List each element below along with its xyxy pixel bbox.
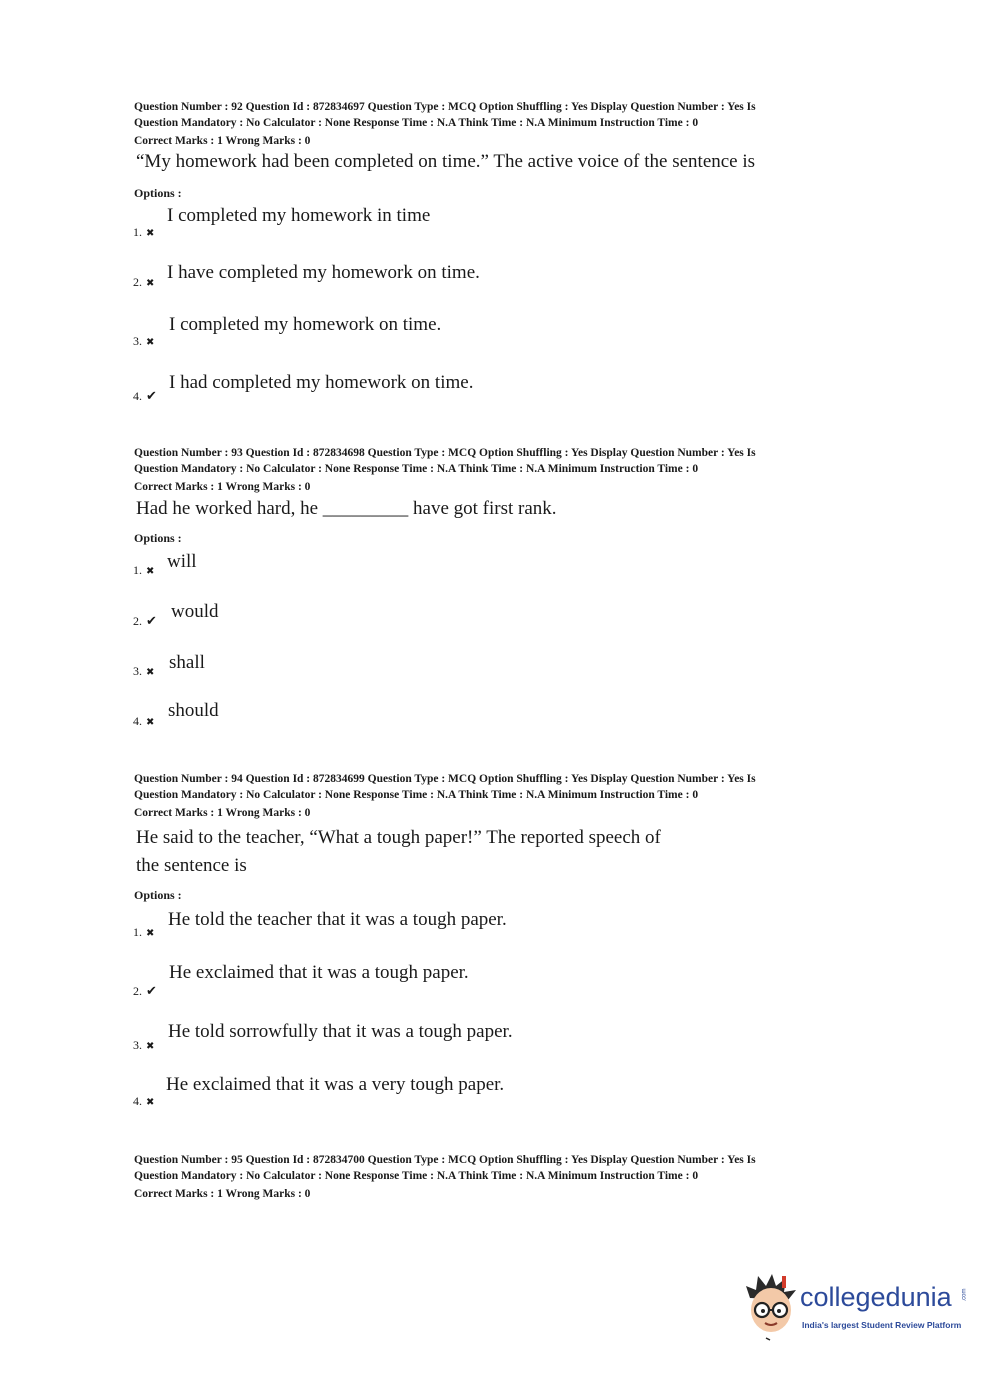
option-text: He exclaimed that it was a very tough paper. xyxy=(166,1074,505,1095)
options-label: Options : xyxy=(134,888,182,902)
option-number: 2. ✖ xyxy=(133,275,155,289)
option-text: He exclaimed that it was a tough paper. xyxy=(169,962,469,983)
cross-icon: ✖ xyxy=(146,337,155,348)
option-text: shall xyxy=(169,652,205,673)
options-label: Options : xyxy=(134,186,182,200)
question-94-meta xyxy=(134,771,874,821)
option-number: 4. ✔ xyxy=(133,388,157,403)
meta-line: Question Number : 92 Question Id : 872834697 Question Type : MCQ Option Shuffling : Yes Display Question Number : Yes Is xyxy=(134,101,756,113)
cross-icon: ✖ xyxy=(146,566,155,577)
option-text: should xyxy=(168,700,219,721)
cross-icon: ✖ xyxy=(146,667,155,678)
option-number: 1. ✖ xyxy=(133,225,155,239)
option-text: He told sorrowfully that it was a tough paper. xyxy=(168,1021,513,1042)
cross-icon: ✖ xyxy=(146,278,155,289)
option-number: 1. ✖ xyxy=(133,925,155,939)
option-text: I completed my homework on time. xyxy=(169,314,442,335)
option-number: 3. ✖ xyxy=(133,664,155,678)
cross-icon: ✖ xyxy=(146,928,155,939)
question-text-line: He said to the teacher, “What a tough paper!” The reported speech of xyxy=(136,827,661,848)
option-number: 3. ✖ xyxy=(133,334,155,348)
question-92-meta xyxy=(134,99,874,149)
options-label: Options : xyxy=(134,531,182,545)
cross-icon: ✖ xyxy=(146,1097,155,1108)
option-number: 4. ✖ xyxy=(133,1094,155,1108)
cross-icon: ✖ xyxy=(146,717,155,728)
meta-line: Question Mandatory : No Calculator : None Response Time : N.A Think Time : N.A Minimum Instruction Time : 0 xyxy=(134,789,699,801)
option-number: 2. ✔ xyxy=(133,983,157,998)
option-text: would xyxy=(171,601,219,622)
option-number: 4. ✖ xyxy=(133,714,155,728)
meta-line: Correct Marks : 1 Wrong Marks : 0 xyxy=(134,481,311,493)
question-text-line: the sentence is xyxy=(136,855,247,876)
option-text: will xyxy=(167,551,197,572)
cross-icon: ✖ xyxy=(146,228,155,239)
question-92-text: “My homework had been completed on time.” The active voice of the sentence is xyxy=(136,151,756,172)
meta-line: Correct Marks : 1 Wrong Marks : 0 xyxy=(134,807,311,819)
collegedunia-logo[interactable] xyxy=(742,1272,972,1344)
check-icon: ✔ xyxy=(146,388,157,403)
meta-line: Question Number : 93 Question Id : 872834698 Question Type : MCQ Option Shuffling : Yes Display Question Number : Yes Is xyxy=(134,447,756,459)
check-icon: ✔ xyxy=(146,983,157,998)
logo-tagline: India's largest Student Review Platform xyxy=(802,1320,962,1330)
option-number: 2. ✔ xyxy=(133,613,157,628)
logo-com: .com xyxy=(961,1288,968,1302)
meta-line: Correct Marks : 1 Wrong Marks : 0 xyxy=(134,135,311,147)
meta-line: Correct Marks : 1 Wrong Marks : 0 xyxy=(134,1188,311,1200)
meta-line: Question Mandatory : No Calculator : None Response Time : N.A Think Time : N.A Minimum Instruction Time : 0 xyxy=(134,463,699,475)
logo-name: collegedunia xyxy=(800,1282,952,1312)
option-text: He told the teacher that it was a tough paper. xyxy=(168,909,507,930)
question-95-meta xyxy=(134,1152,874,1202)
meta-line: Question Number : 94 Question Id : 872834699 Question Type : MCQ Option Shuffling : Yes Display Question Number : Yes Is xyxy=(134,773,756,785)
option-number: 3. ✖ xyxy=(133,1038,155,1052)
question-93-text: Had he worked hard, he _________ have got first rank. xyxy=(136,498,557,519)
option-text: I have completed my homework on time. xyxy=(167,262,480,283)
meta-line: Question Mandatory : No Calculator : None Response Time : N.A Think Time : N.A Minimum Instruction Time : 0 xyxy=(134,117,699,129)
meta-line: Question Number : 95 Question Id : 872834700 Question Type : MCQ Option Shuffling : Yes Display Question Number : Yes Is xyxy=(134,1154,756,1166)
option-text: I had completed my homework on time. xyxy=(169,372,474,393)
question-93-meta xyxy=(134,445,874,495)
cross-icon: ✖ xyxy=(146,1041,155,1052)
mascot-icon xyxy=(742,1272,800,1342)
option-text: I completed my homework in time xyxy=(167,205,431,226)
meta-line: Question Mandatory : No Calculator : None Response Time : N.A Think Time : N.A Minimum Instruction Time : 0 xyxy=(134,1170,699,1182)
check-icon: ✔ xyxy=(146,613,157,628)
option-number: 1. ✖ xyxy=(133,563,155,577)
question-94-text xyxy=(136,824,836,880)
